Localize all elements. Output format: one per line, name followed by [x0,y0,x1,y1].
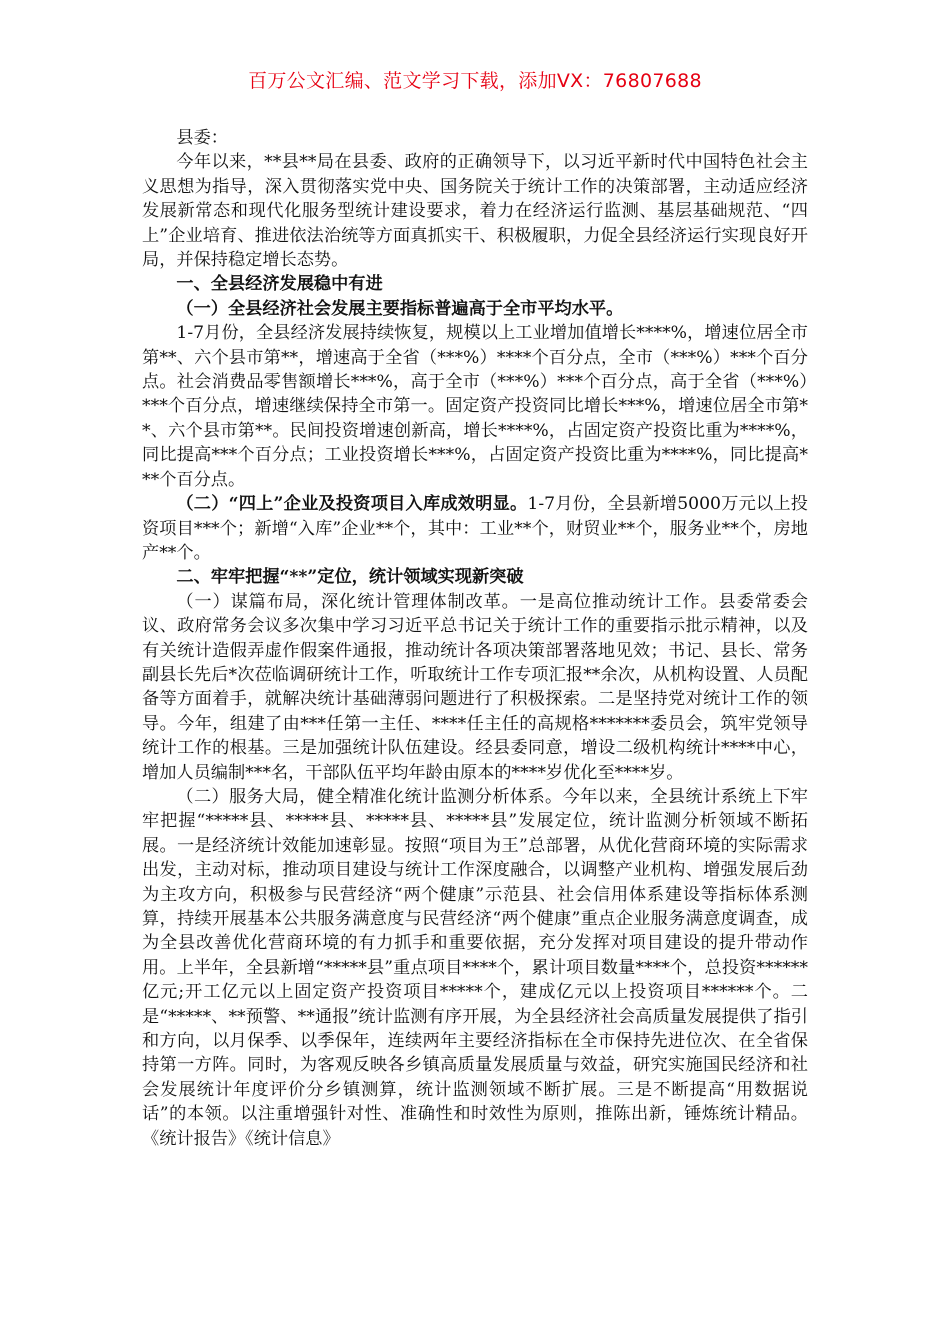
section-2-2-paragraph: （二）服务大局，健全精准化统计监测分析体系。今年以来，全县统计系统上下牢牢把握“*****县、*****县、*****县、*****县”发展定位，统计监测分析领域不断拓展。一是经济统计效能加速彰显。按照“项目为王”总部署，从优化营商环境的实际需求出发，主动对标，推动项目建设与统计工作深度融合，以调整产业机构、增强发展后劲为主攻方向，积极参与民营经济“两个健康”示范县、社会信用体系建设等指标体系测算，持续开展基本公共服务满意度与民营经济“两个健康”重点企业服务满意度调查，成为全县改善优化营商环境的有力抓手和重要依据，充分发挥对项目建设的提升带动作用。上半年，全县新增“*****县”重点项目****个，累计项目数量****个，总投资******亿元;开工亿元以上固定资产投资项目*****个，建成亿元以上投资项目******个。二是“*****、**预警、**通报”统计监测有序开展，为全县经济社会高质量发展提供了指引和方向，以月保季、以季保年，连续两年主要经济指标在全市保持先进位次、在全省保持第一方阵。同时，为客观反映各乡镇高质量发展质量与效益，研究实施国民经济和社会发展统计年度评价分乡镇测算，统计监测领域不断扩展。三是不断提高“用数据说话”的本领。以注重增强针对性、准确性和时效性为原则，推陈出新，锤炼统计精品。《统计报告》《统计信息》 [142,786,808,1149]
salutation: 县委： [176,128,228,148]
section-1-1-paragraph: 1-7月份，全县经济发展持续恢复，规模以上工业增加值增长****%，增速位居全市第**、六个县市第**，增速高于全省（***%）****个百分点，全市（***%）***个百分点。社会消费品零售额增长***%，高于全市（***%）***个百分点，高于全省（***%）***个百分点，增速继续保持全市第一。固定资产投资同比增长***%，增速位居全市第**、六个县市第**。民间投资增速创新高，增长****%，占固定资产投资比重为****%，同比提高***个百分点；工业投资增长***%，占固定资产投资比重为****%，同比提高***个百分点。 [142,323,808,490]
watermark-header: 百万公文汇编、范文学习下载，添加VX：76807688 [248,70,702,92]
section-1-2-paragraph [142,492,808,565]
section-1-heading: 一、全县经济发展稳中有进 [176,274,383,295]
section-2-1-paragraph: （一）谋篇布局，深化统计管理体制改革。一是高位推动统计工作。县委常委会议、政府常务会议多次集中学习习近平总书记关于统计工作的重要指示批示精神，以及有关统计造假弄虚作假案件通报，推动统计各项决策部署落地见效；书记、县长、常务副县长先后*次莅临调研统计工作，听取统计工作专项汇报**余次，从机构设置、人员配备等方面着手，就解决统计基础薄弱问题进行了积极探索。二是坚持党对统计工作的领导。今年，组建了由***任第一主任、****任主任的高规格*******委员会，筑牢党领导统计工作的根基。三是加强统计队伍建设。经县委同意，增设二级机构统计****中心，增加人员编制***名，干部队伍平均年龄由原本的****岁优化至****岁。 [142,591,808,783]
section-1-2-body: 1-7月份，全县新增5000万元以上投资项目***个；新增“入库”企业**个，其中：工业**个，财贸业**个，服务业**个，房地产**个。 [142,494,808,563]
section-2-heading: 二、牢牢把握“**”定位，统计领域实现新突破 [176,567,524,588]
section-1-2-heading: （二）“四上”企业及投资项目入库成效明显。 [176,494,528,515]
document-body [142,126,808,1151]
section-1-1-heading: （一）全县经济社会发展主要指标普遍高于全市平均水平。 [176,298,624,319]
intro-paragraph: 今年以来，**县**局在县委、政府的正确领导下，以习近平新时代中国特色社会主义思想为指导，深入贯彻落实党中央、国务院关于统计工作的决策部署，主动适应经济发展新常态和现代化服务型统计建设要求，着力在经济运行监测、基层基础规范、“四上”企业培育、推进依法治统等方面真抓实干、积极履职，力促全县经济运行实现良好开局，并保持稳定增长态势。 [142,152,808,271]
